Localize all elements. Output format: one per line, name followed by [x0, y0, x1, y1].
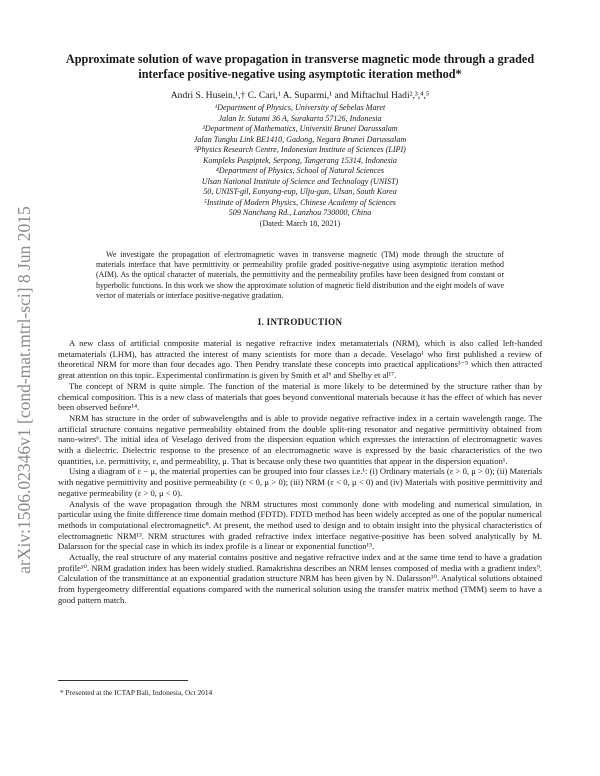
affiliation-line: ³Physics Research Centre, Indonesian Institute of Sciences (LIPI): [194, 145, 406, 154]
affiliation-line: Jalan Ir. Sutami 36 A, Surakarta 57126, Indonesia: [218, 113, 382, 123]
affiliations: [90, 103, 510, 229]
abstract: We investigate the propagation of electromagnetic waves in transverse magnetic (TM) mode through the structure of materials interface that have permittivity or permeability profile graded positive-negative using asymptotic iteration method (AIM). As the optical character of materials, the permittivity and the permeability profiles have been designed from constant or hyperbolic functions. In this work we show the approximate solution of magnetic field distribution and the eight models of wave vector of materials or interface positive-negative gradation.: [96, 250, 504, 300]
footnote-rule: [58, 680, 188, 681]
body-text: [58, 338, 542, 606]
author-list: Andri S. Husein,¹,† C. Cari,¹ A. Suparmi,¹ and Miftachul Hadi²,³,⁴,⁵: [170, 90, 430, 101]
affiliation-line: ²Department of Mathematics, Universiti Brunei Darussalam: [202, 124, 398, 133]
arxiv-id-text: arXiv:1506.02346v1 [cond-mat.mtrl-sci] 8 Jun 2015: [14, 206, 34, 574]
affiliation-line: Kompleks Puspiptek, Serpong, Tangerang 15314, Indonesia: [203, 155, 397, 165]
arxiv-side-stamp: [6, 170, 42, 610]
paragraph: The concept of NRM is quite simple. The function of the material is more likely to be determined by the structure rather than by chemical composition. This is a new class of materials that goes beyond conventional materials because it has the effect of which has never been observed before¹⁴.: [58, 380, 542, 413]
paragraph: Analysis of the wave propagation through the NRM structures most commonly done with modeling and numerical simulation, in particular using the finite difference time domain method (FDTD). FDTD method has been widely accepted as one of the popular numerical methods in computational electromagnetic⁸. At present, the method used to design and to obtain insight into the physical characteristics of electromagnetic NRM¹³. NRM structures with graded refractive index interface negative-positive has been solved analytically by M. Dalarsson for the special case in which its index profile is a linear or exponential function¹⁵.: [58, 498, 542, 552]
affiliation-line: ⁵Institute of Modern Physics, Chinese Academy of Sciences: [204, 197, 396, 207]
paragraph: NRM has structure in the order of subwavelengths and is able to provide negative refractive index in a certain wavelength range. The artificial structure contains negative permeability obtained from the double split-ring resonator and negative permittivity obtained from nano-wires⁶. The initial idea of Veselago derived from the dispersion equation which expresses the interaction of electromagnetic waves with a dielectric. Dielectric response to the presence of an electromagnetic wave is expressed by the basic characteristics of the two quantities, i.e. permittivity, ε, and permeability, μ. That is because only these two quantities that appear in the dispersion equation¹.: [58, 412, 542, 466]
paragraph: Actually, the real structure of any material contains positive and negative refractive index and at the same time tend to have a gradation profile¹⁰. NRM gradation index has been widely studied. Ramakrishna describes an NRM lenses composed of media with a gradient index⁹. Calculation of the transmittance at an exponential gradation structure NRM has been given by N. Dalarsson¹⁰. Analytical solutions obtained from hypergeometry differential equations compared with the numerical solution using the transfer matrix method (TMM) seem to have a good pattern match.: [58, 552, 542, 605]
paragraph: A new class of artificial composite material is negative refractive index metamaterials (NRM), which is also called left-handed metamaterials (LHM), has attracted the interest of many scientists for more than a decade. Veselago¹ who first published a review of theoretical NRM for more than four decades ago. Then Pendry translate these concepts into practical applications³⁻⁵ which then attracted great attention on this topic. Experimental confirmation is given by Smith et al⁶ and Shelby et al¹⁷.: [58, 338, 542, 381]
affiliation-line: Jalan Tungku Link BE1410, Gadong, Negara Brunei Darussalam: [193, 134, 407, 144]
affiliation-line: 50, UNIST-gil, Eonyang-eup, Ulju-gun, Ulsan, South Korea: [203, 187, 397, 196]
paragraph: Using a diagram of ε − μ, the material properties can be grouped into four classes i.e.¹: (i) Ordinary materials (ε > 0, μ > 0); (ii) Materials with negative permittivity and positive permeability (ε < 0, μ > 0); (iii) NRM (ε < 0, μ < 0) and (iv) Materials with positive permittivity and negative permeability (ε > 0, μ < 0).: [58, 466, 542, 498]
paper-title: Approximate solution of wave propagation in transverse magnetic mode through a graded interface positive-negative using asymptotic iteration method*: [65, 52, 535, 81]
dated-line: (Dated: March 18, 2021): [259, 218, 341, 228]
affiliation-line: 509 Nanchang Rd., Lanzhou 730000, China: [228, 208, 372, 217]
section-heading: I. INTRODUCTION: [257, 317, 343, 327]
affiliation-line: Ulsan National Institute of Science and Technology (UNIST): [201, 176, 399, 186]
affiliation-line: ⁴Department of Physics, School of Natural Sciences: [215, 166, 385, 175]
footnote: * Presented at the ICTAP Bali, Indonesia, Oct 2014: [60, 688, 213, 697]
affiliation-line: ¹Department of Physics, University of Sebelas Maret: [214, 103, 386, 112]
